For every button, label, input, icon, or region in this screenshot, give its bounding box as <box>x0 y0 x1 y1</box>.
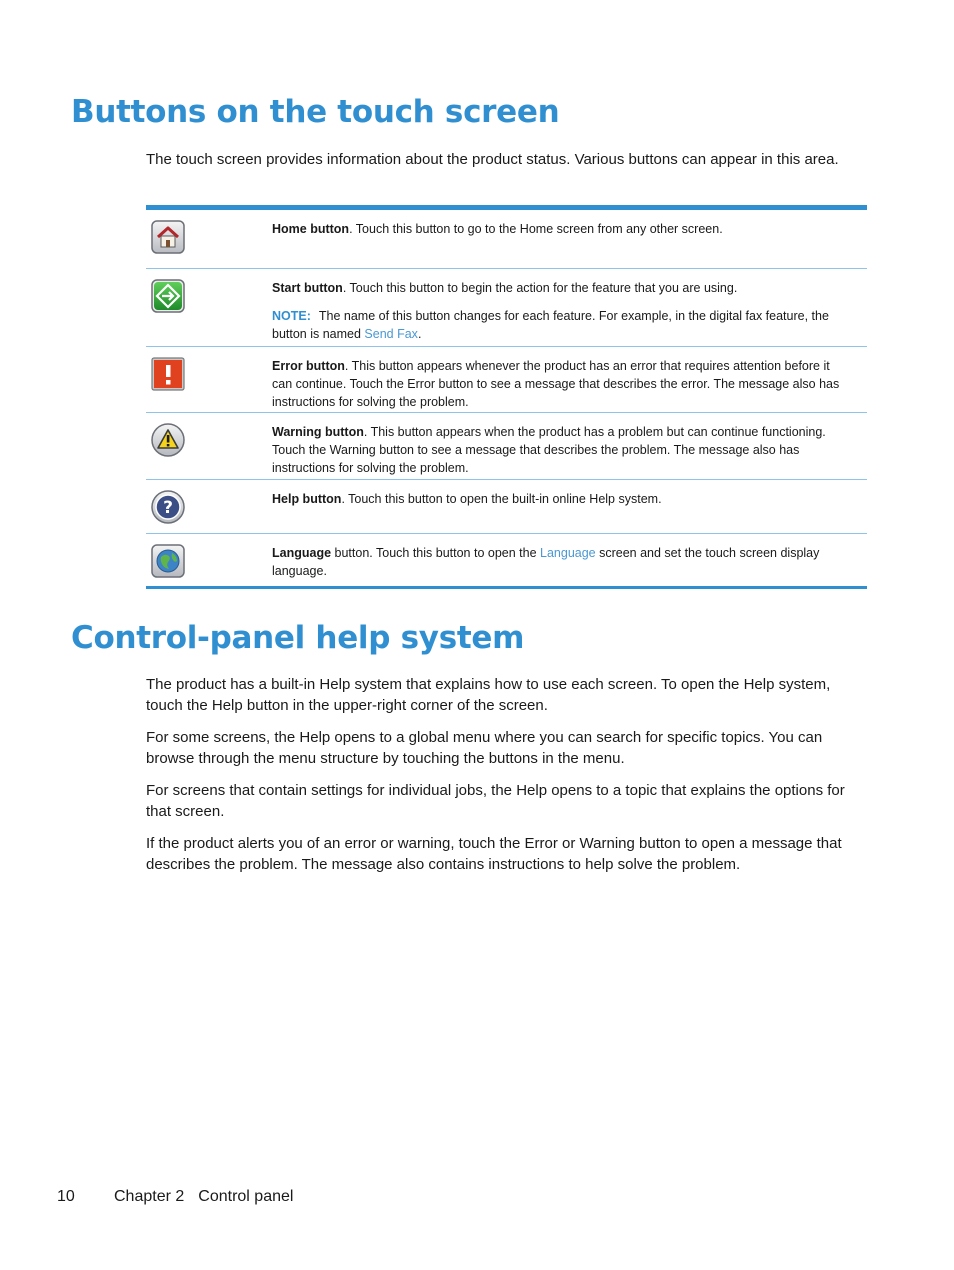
help-system-body <box>146 674 858 886</box>
section-heading-buttons: Buttons on the touch screen <box>71 94 560 130</box>
language-icon <box>151 544 185 578</box>
buttons-table <box>146 205 867 589</box>
chapter-title: Control panel <box>198 1188 294 1205</box>
start-button-name: Start button <box>272 281 343 295</box>
error-icon <box>151 357 185 391</box>
language-link[interactable]: Language <box>540 546 596 560</box>
error-button-name: Error button <box>272 359 345 373</box>
table-row-warning <box>146 413 867 480</box>
home-icon <box>151 220 185 254</box>
language-button-name: Language <box>272 546 332 560</box>
table-row-help <box>146 480 867 534</box>
table-row-home <box>146 210 867 269</box>
help-paragraph: The product has a built-in Help system that explains how to use each screen. To open the Help system, touch the Help button in the upper-right corner of the screen. <box>146 676 831 714</box>
start-button-desc: . Touch this button to begin the action for the feature that you are using. <box>342 281 738 295</box>
help-button-name: Help button <box>272 492 342 506</box>
section-heading-help-system: Control-panel help system <box>71 620 525 656</box>
page-number: 10 <box>57 1188 75 1205</box>
home-button-desc: . Touch this button to go to the Home screen from any other screen. <box>349 222 723 236</box>
intro-paragraph: The touch screen provides information about the product status. Various buttons can appear in this area. <box>146 151 839 168</box>
help-paragraph: For some screens, the Help opens to a global menu where you can search for specific topics. You can browse through the menu structure by touching the buttons in the menu. <box>146 729 823 767</box>
page-footer <box>57 1188 293 1206</box>
chapter-label: Chapter 2 <box>114 1188 185 1205</box>
svg-text:?: ? <box>163 498 173 518</box>
warning-button-desc: . This button appears when the product has a problem but can continue functioning. Touch the Warning button to see a message that describes the problem. The message also has instructions for solving the problem. <box>272 425 826 475</box>
help-paragraph: For screens that contain settings for individual jobs, the Help opens to a topic that explains the options for that screen. <box>146 782 845 820</box>
start-note: NOTE: The name of this button changes for each feature. For example, in the digital fax feature, the button is named Send Fax. <box>272 309 829 341</box>
table-row-language: Language button. Touch this button to open the Language screen and set the touch screen display language. <box>146 534 867 586</box>
help-paragraph: If the product alerts you of an error or warning, touch the Error or Warning button to open a message that describes the problem. The message also contains instructions to help solve the problem. <box>146 835 842 873</box>
help-icon <box>151 490 185 524</box>
warning-button-name: Warning button <box>272 425 364 439</box>
error-button-desc: . This button appears whenever the product has an error that requires attention before it can continue. Touch the Error button to see a message that describes the error. The message also has instructions for solving the problem. <box>272 359 840 409</box>
table-row-start <box>146 269 867 347</box>
home-button-name: Home button <box>272 222 350 236</box>
note-label: NOTE: <box>272 309 311 323</box>
warning-icon <box>151 423 185 457</box>
start-icon <box>151 279 185 313</box>
send-fax-link[interactable]: Send Fax <box>364 327 418 341</box>
table-row-error <box>146 347 867 413</box>
help-button-desc: . Touch this button to open the built-in online Help system. <box>341 492 662 506</box>
